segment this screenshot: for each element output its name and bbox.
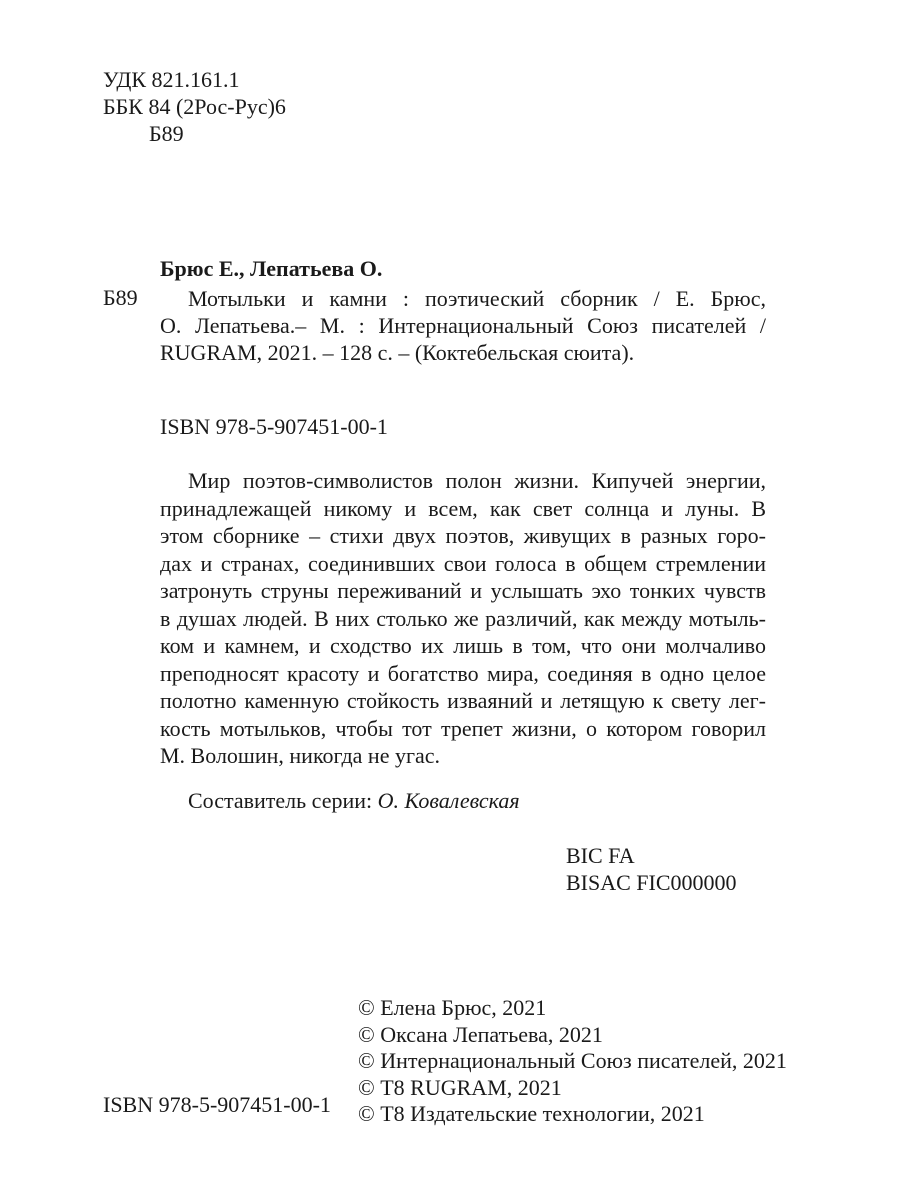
copyright-line: © Елена Брюс, 2021 xyxy=(358,995,547,1020)
series-compiler xyxy=(188,788,520,814)
series-compiler-name: О. Ковалевская xyxy=(377,788,520,813)
annotation-line: этом сборнике – стихи двух поэтов, живущих в разных горо- xyxy=(160,523,766,548)
bibliographic-description xyxy=(160,285,766,366)
bisac-code: BISAC FIC000000 xyxy=(566,870,737,895)
annotation-line: М. Волошин, никогда не угас. xyxy=(160,743,441,768)
series-compiler-label: Составитель серии: xyxy=(188,788,378,813)
annotation-line: затронуть струны переживаний и услышать эхо тонких чувств xyxy=(160,578,766,603)
udk-code: УДК 821.161.1 xyxy=(103,67,240,92)
isbn-record: ISBN 978-5-907451-00-1 xyxy=(160,414,388,439)
description-line: Мотыльки и камни : поэтический сборник / Е. Брюс, xyxy=(188,286,766,311)
classification-block xyxy=(103,66,286,147)
annotation-line: в душах людей. В них столько же различий, как между мотыль- xyxy=(160,605,766,631)
author-mark: Б89 xyxy=(149,121,184,146)
copyright-line: © Т8 RUGRAM, 2021 xyxy=(358,1074,562,1100)
copyright-line: © Т8 Издательские технологии, 2021 xyxy=(358,1101,705,1126)
annotation-line: полотно каменную стойкость изваяний и летящую к свету лег- xyxy=(160,688,766,713)
author-heading: Брюс Е., Лепатьева О. xyxy=(160,256,383,281)
isbn-bottom: ISBN 978-5-907451-00-1 xyxy=(103,1092,331,1117)
record-author-mark: Б89 xyxy=(103,285,138,310)
annotation-line: дах и странах, соединивших свои голоса в общем стремлении xyxy=(160,550,766,576)
annotation-line: преподносят красоту и богатство мира, соединяя в одно целое xyxy=(160,660,766,686)
copyright-line: © Интернациональный Союз писателей, 2021 xyxy=(358,1048,787,1073)
annotation-line: принадлежащей никому и всем, как свет солнца и луны. В xyxy=(160,495,766,521)
annotation-line: кость мотыльков, чтобы тот трепет жизни, о котором говорил xyxy=(160,715,766,741)
description-line: О. Лепатьева.– М. : Интернациональный Союз писателей / xyxy=(160,313,766,338)
subject-codes xyxy=(566,842,737,896)
description-line: RUGRAM, 2021. – 128 с. – (Коктебельская сюита). xyxy=(160,340,635,365)
annotation-line: ком и камнем, и сходство их лишь в том, что они молчаливо xyxy=(160,633,766,658)
bic-code: BIC FA xyxy=(566,843,635,868)
annotation xyxy=(160,467,766,770)
bbk-code: ББК 84 (2Рос-Рус)6 xyxy=(103,94,286,119)
annotation-line: Мир поэтов-символистов полон жизни. Кипучей энергии, xyxy=(188,468,766,493)
copyright-line: © Оксана Лепатьева, 2021 xyxy=(358,1021,603,1047)
copyright-block xyxy=(358,995,787,1128)
